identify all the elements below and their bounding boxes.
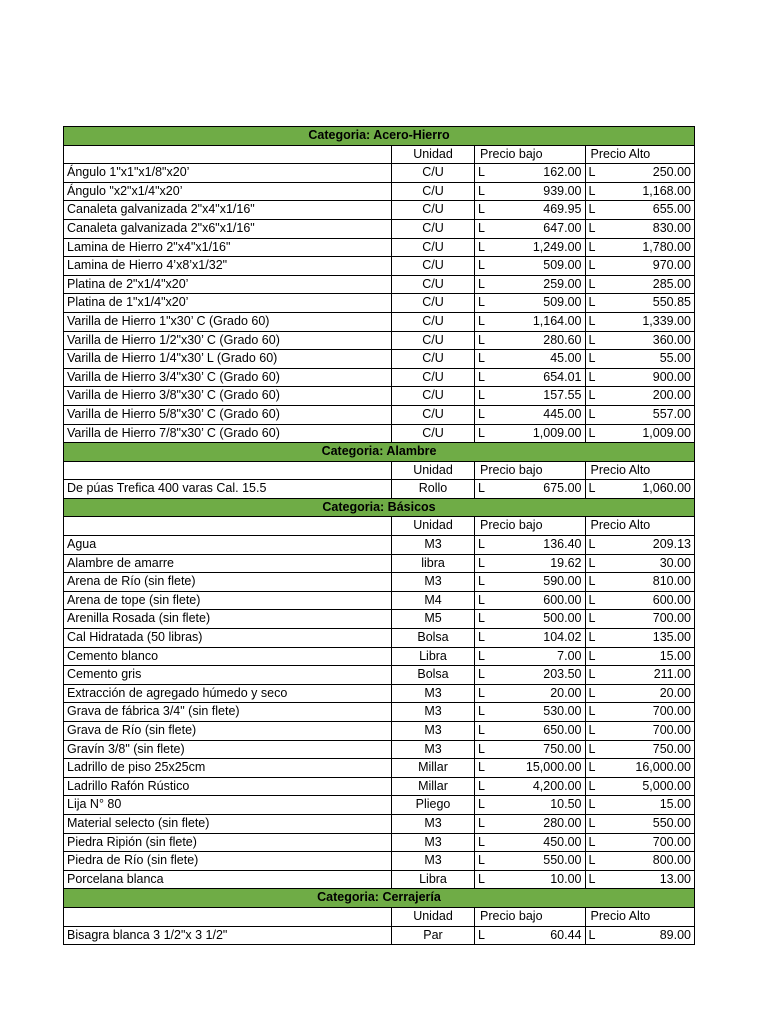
high-price-value: 360.00 bbox=[604, 331, 695, 350]
column-header-low-price: Precio bajo bbox=[475, 517, 586, 536]
currency-symbol: L bbox=[475, 405, 494, 424]
material-name: Piedra Ripión (sin flete) bbox=[64, 833, 392, 852]
unit-cell: C/U bbox=[392, 238, 475, 257]
column-header-blank bbox=[64, 145, 392, 164]
table-row bbox=[64, 164, 695, 183]
high-price-value: 211.00 bbox=[604, 666, 695, 685]
table-row bbox=[64, 833, 695, 852]
high-price-value: 30.00 bbox=[604, 554, 695, 573]
category-title: Categoria: Básicos bbox=[64, 498, 695, 517]
table-row bbox=[64, 554, 695, 573]
table-row bbox=[64, 238, 695, 257]
table-row bbox=[64, 629, 695, 648]
low-price-value: 1,249.00 bbox=[493, 238, 585, 257]
high-price-value: 700.00 bbox=[604, 722, 695, 741]
category-title: Categoria: Alambre bbox=[64, 443, 695, 462]
high-price-value: 550.00 bbox=[604, 814, 695, 833]
currency-symbol: L bbox=[585, 536, 604, 555]
high-price-value: 1,009.00 bbox=[604, 424, 695, 443]
unit-cell: M3 bbox=[392, 573, 475, 592]
currency-symbol: L bbox=[475, 629, 494, 648]
low-price-value: 45.00 bbox=[493, 350, 585, 369]
unit-cell: M3 bbox=[392, 833, 475, 852]
currency-symbol: L bbox=[475, 219, 494, 238]
low-price-value: 1,009.00 bbox=[493, 424, 585, 443]
price-table-body bbox=[64, 127, 695, 945]
currency-symbol: L bbox=[585, 629, 604, 648]
unit-cell: M5 bbox=[392, 610, 475, 629]
currency-symbol: L bbox=[475, 350, 494, 369]
high-price-value: 200.00 bbox=[604, 387, 695, 406]
table-row bbox=[64, 331, 695, 350]
currency-symbol: L bbox=[475, 833, 494, 852]
category-header bbox=[64, 443, 695, 462]
currency-symbol: L bbox=[475, 814, 494, 833]
unit-cell: C/U bbox=[392, 164, 475, 183]
column-header-high-price: Precio Alto bbox=[585, 461, 695, 480]
material-name: Piedra de Río (sin flete) bbox=[64, 852, 392, 871]
column-header-high-price: Precio Alto bbox=[585, 145, 695, 164]
currency-symbol: L bbox=[585, 759, 604, 778]
table-row bbox=[64, 257, 695, 276]
low-price-value: 136.40 bbox=[493, 536, 585, 555]
material-name: Gravín 3/8" (sin flete) bbox=[64, 740, 392, 759]
low-price-value: 675.00 bbox=[493, 480, 585, 499]
material-name: Lija N° 80 bbox=[64, 796, 392, 815]
table-row bbox=[64, 350, 695, 369]
unit-cell: Par bbox=[392, 926, 475, 945]
low-price-value: 1,164.00 bbox=[493, 312, 585, 331]
column-header-low-price: Precio bajo bbox=[475, 145, 586, 164]
low-price-value: 469.95 bbox=[493, 201, 585, 220]
high-price-value: 285.00 bbox=[604, 275, 695, 294]
currency-symbol: L bbox=[475, 480, 494, 499]
low-price-value: 60.44 bbox=[493, 926, 585, 945]
table-row bbox=[64, 424, 695, 443]
currency-symbol: L bbox=[585, 405, 604, 424]
price-sheet bbox=[63, 126, 695, 945]
low-price-value: 500.00 bbox=[493, 610, 585, 629]
low-price-value: 20.00 bbox=[493, 684, 585, 703]
material-name: Ángulo 1"x1"x1/8"x20’ bbox=[64, 164, 392, 183]
unit-cell: Bolsa bbox=[392, 629, 475, 648]
currency-symbol: L bbox=[475, 610, 494, 629]
currency-symbol: L bbox=[585, 257, 604, 276]
material-name: Varilla de Hierro 1"x30’ C (Grado 60) bbox=[64, 312, 392, 331]
currency-symbol: L bbox=[475, 536, 494, 555]
material-name: Arenilla Rosada (sin flete) bbox=[64, 610, 392, 629]
currency-symbol: L bbox=[585, 573, 604, 592]
unit-cell: M3 bbox=[392, 703, 475, 722]
currency-symbol: L bbox=[585, 219, 604, 238]
currency-symbol: L bbox=[475, 870, 494, 889]
currency-symbol: L bbox=[585, 684, 604, 703]
currency-symbol: L bbox=[585, 852, 604, 871]
high-price-value: 700.00 bbox=[604, 703, 695, 722]
column-header-row bbox=[64, 145, 695, 164]
column-header-row bbox=[64, 907, 695, 926]
column-header-unit: Unidad bbox=[392, 517, 475, 536]
low-price-value: 450.00 bbox=[493, 833, 585, 852]
high-price-value: 20.00 bbox=[604, 684, 695, 703]
unit-cell: C/U bbox=[392, 368, 475, 387]
low-price-value: 445.00 bbox=[493, 405, 585, 424]
unit-cell: Rollo bbox=[392, 480, 475, 499]
unit-cell: C/U bbox=[392, 405, 475, 424]
low-price-value: 162.00 bbox=[493, 164, 585, 183]
currency-symbol: L bbox=[475, 312, 494, 331]
unit-cell: Millar bbox=[392, 759, 475, 778]
currency-symbol: L bbox=[475, 331, 494, 350]
high-price-value: 16,000.00 bbox=[604, 759, 695, 778]
low-price-value: 509.00 bbox=[493, 257, 585, 276]
high-price-value: 89.00 bbox=[604, 926, 695, 945]
material-name: Ángulo "x2"x1/4"x20’ bbox=[64, 182, 392, 201]
high-price-value: 5,000.00 bbox=[604, 777, 695, 796]
currency-symbol: L bbox=[475, 554, 494, 573]
unit-cell: M3 bbox=[392, 852, 475, 871]
currency-symbol: L bbox=[585, 833, 604, 852]
material-name: Canaleta galvanizada 2"x6"x1/16" bbox=[64, 219, 392, 238]
currency-symbol: L bbox=[585, 777, 604, 796]
currency-symbol: L bbox=[585, 275, 604, 294]
currency-symbol: L bbox=[585, 238, 604, 257]
currency-symbol: L bbox=[475, 387, 494, 406]
column-header-blank bbox=[64, 461, 392, 480]
currency-symbol: L bbox=[585, 666, 604, 685]
material-name: Varilla de Hierro 1/4"x30’ L (Grado 60) bbox=[64, 350, 392, 369]
currency-symbol: L bbox=[475, 777, 494, 796]
table-row bbox=[64, 852, 695, 871]
table-row bbox=[64, 405, 695, 424]
unit-cell: M4 bbox=[392, 591, 475, 610]
table-row bbox=[64, 740, 695, 759]
material-name: Agua bbox=[64, 536, 392, 555]
high-price-value: 600.00 bbox=[604, 591, 695, 610]
table-row bbox=[64, 219, 695, 238]
table-row bbox=[64, 684, 695, 703]
high-price-value: 15.00 bbox=[604, 647, 695, 666]
material-name: Cemento blanco bbox=[64, 647, 392, 666]
table-row bbox=[64, 647, 695, 666]
unit-cell: C/U bbox=[392, 275, 475, 294]
high-price-value: 209.13 bbox=[604, 536, 695, 555]
currency-symbol: L bbox=[475, 722, 494, 741]
high-price-value: 1,168.00 bbox=[604, 182, 695, 201]
currency-symbol: L bbox=[585, 164, 604, 183]
low-price-value: 590.00 bbox=[493, 573, 585, 592]
unit-cell: C/U bbox=[392, 257, 475, 276]
unit-cell: Pliego bbox=[392, 796, 475, 815]
currency-symbol: L bbox=[585, 387, 604, 406]
table-row bbox=[64, 870, 695, 889]
currency-symbol: L bbox=[585, 368, 604, 387]
category-title: Categoria: Acero-Hierro bbox=[64, 127, 695, 146]
currency-symbol: L bbox=[475, 164, 494, 183]
material-name: Cemento gris bbox=[64, 666, 392, 685]
low-price-value: 654.01 bbox=[493, 368, 585, 387]
table-row bbox=[64, 796, 695, 815]
unit-cell: C/U bbox=[392, 312, 475, 331]
table-row bbox=[64, 591, 695, 610]
low-price-value: 259.00 bbox=[493, 275, 585, 294]
table-row bbox=[64, 387, 695, 406]
table-row bbox=[64, 182, 695, 201]
material-name: Platina de 1"x1/4"x20’ bbox=[64, 294, 392, 313]
table-row bbox=[64, 201, 695, 220]
column-header-high-price: Precio Alto bbox=[585, 517, 695, 536]
high-price-value: 250.00 bbox=[604, 164, 695, 183]
low-price-value: 280.60 bbox=[493, 331, 585, 350]
column-header-unit: Unidad bbox=[392, 461, 475, 480]
unit-cell: M3 bbox=[392, 722, 475, 741]
low-price-value: 650.00 bbox=[493, 722, 585, 741]
currency-symbol: L bbox=[585, 796, 604, 815]
unit-cell: C/U bbox=[392, 201, 475, 220]
unit-cell: M3 bbox=[392, 536, 475, 555]
category-header bbox=[64, 498, 695, 517]
currency-symbol: L bbox=[475, 740, 494, 759]
material-name: Varilla de Hierro 3/8"x30’ C (Grado 60) bbox=[64, 387, 392, 406]
material-name: Alambre de amarre bbox=[64, 554, 392, 573]
currency-symbol: L bbox=[475, 666, 494, 685]
high-price-value: 1,339.00 bbox=[604, 312, 695, 331]
currency-symbol: L bbox=[585, 294, 604, 313]
unit-cell: C/U bbox=[392, 182, 475, 201]
unit-cell: C/U bbox=[392, 424, 475, 443]
currency-symbol: L bbox=[475, 759, 494, 778]
currency-symbol: L bbox=[585, 554, 604, 573]
table-row bbox=[64, 610, 695, 629]
table-row bbox=[64, 480, 695, 499]
material-name: Platina de 2"x1/4"x20’ bbox=[64, 275, 392, 294]
table-row bbox=[64, 294, 695, 313]
low-price-value: 10.50 bbox=[493, 796, 585, 815]
currency-symbol: L bbox=[585, 424, 604, 443]
currency-symbol: L bbox=[475, 647, 494, 666]
material-name: Grava de fábrica 3/4" (sin flete) bbox=[64, 703, 392, 722]
currency-symbol: L bbox=[585, 647, 604, 666]
currency-symbol: L bbox=[475, 294, 494, 313]
column-header-high-price: Precio Alto bbox=[585, 907, 695, 926]
currency-symbol: L bbox=[475, 201, 494, 220]
material-name: Bisagra blanca 3 1/2"x 3 1/2" bbox=[64, 926, 392, 945]
low-price-value: 550.00 bbox=[493, 852, 585, 871]
currency-symbol: L bbox=[475, 573, 494, 592]
table-row bbox=[64, 666, 695, 685]
unit-cell: C/U bbox=[392, 387, 475, 406]
low-price-value: 19.62 bbox=[493, 554, 585, 573]
unit-cell: Libra bbox=[392, 647, 475, 666]
currency-symbol: L bbox=[585, 591, 604, 610]
table-row bbox=[64, 703, 695, 722]
column-header-row bbox=[64, 517, 695, 536]
table-row bbox=[64, 777, 695, 796]
material-name: Ladrillo Rafón Rústico bbox=[64, 777, 392, 796]
currency-symbol: L bbox=[585, 182, 604, 201]
currency-symbol: L bbox=[475, 368, 494, 387]
currency-symbol: L bbox=[585, 350, 604, 369]
low-price-value: 600.00 bbox=[493, 591, 585, 610]
high-price-value: 970.00 bbox=[604, 257, 695, 276]
currency-symbol: L bbox=[585, 610, 604, 629]
material-name: Extracción de agregado húmedo y seco bbox=[64, 684, 392, 703]
unit-cell: libra bbox=[392, 554, 475, 573]
currency-symbol: L bbox=[475, 926, 494, 945]
unit-cell: Libra bbox=[392, 870, 475, 889]
currency-symbol: L bbox=[585, 740, 604, 759]
unit-cell: C/U bbox=[392, 219, 475, 238]
material-name: Arena de Río (sin flete) bbox=[64, 573, 392, 592]
high-price-value: 810.00 bbox=[604, 573, 695, 592]
high-price-value: 557.00 bbox=[604, 405, 695, 424]
category-header bbox=[64, 127, 695, 146]
table-row bbox=[64, 722, 695, 741]
table-row bbox=[64, 573, 695, 592]
column-header-row bbox=[64, 461, 695, 480]
low-price-value: 647.00 bbox=[493, 219, 585, 238]
high-price-value: 655.00 bbox=[604, 201, 695, 220]
currency-symbol: L bbox=[475, 257, 494, 276]
high-price-value: 830.00 bbox=[604, 219, 695, 238]
currency-symbol: L bbox=[585, 926, 604, 945]
material-name: Material selecto (sin flete) bbox=[64, 814, 392, 833]
material-name: De púas Trefica 400 varas Cal. 15.5 bbox=[64, 480, 392, 499]
price-table bbox=[63, 126, 695, 945]
high-price-value: 1,060.00 bbox=[604, 480, 695, 499]
low-price-value: 10.00 bbox=[493, 870, 585, 889]
low-price-value: 530.00 bbox=[493, 703, 585, 722]
material-name: Arena de tope (sin flete) bbox=[64, 591, 392, 610]
unit-cell: Bolsa bbox=[392, 666, 475, 685]
unit-cell: M3 bbox=[392, 814, 475, 833]
material-name: Cal Hidratada (50 libras) bbox=[64, 629, 392, 648]
material-name: Varilla de Hierro 1/2"x30’ C (Grado 60) bbox=[64, 331, 392, 350]
material-name: Lamina de Hierro 4’x8’x1/32" bbox=[64, 257, 392, 276]
high-price-value: 750.00 bbox=[604, 740, 695, 759]
currency-symbol: L bbox=[585, 480, 604, 499]
table-row bbox=[64, 368, 695, 387]
column-header-unit: Unidad bbox=[392, 907, 475, 926]
low-price-value: 157.55 bbox=[493, 387, 585, 406]
material-name: Varilla de Hierro 7/8"x30’ C (Grado 60) bbox=[64, 424, 392, 443]
low-price-value: 15,000.00 bbox=[493, 759, 585, 778]
high-price-value: 13.00 bbox=[604, 870, 695, 889]
column-header-blank bbox=[64, 517, 392, 536]
currency-symbol: L bbox=[585, 201, 604, 220]
table-row bbox=[64, 926, 695, 945]
unit-cell: C/U bbox=[392, 331, 475, 350]
low-price-value: 203.50 bbox=[493, 666, 585, 685]
currency-symbol: L bbox=[585, 312, 604, 331]
column-header-low-price: Precio bajo bbox=[475, 907, 586, 926]
material-name: Canaleta galvanizada 2"x4"x1/16" bbox=[64, 201, 392, 220]
currency-symbol: L bbox=[585, 703, 604, 722]
category-header bbox=[64, 889, 695, 908]
currency-symbol: L bbox=[475, 703, 494, 722]
currency-symbol: L bbox=[585, 814, 604, 833]
currency-symbol: L bbox=[585, 331, 604, 350]
column-header-blank bbox=[64, 907, 392, 926]
low-price-value: 939.00 bbox=[493, 182, 585, 201]
currency-symbol: L bbox=[475, 424, 494, 443]
currency-symbol: L bbox=[475, 684, 494, 703]
column-header-low-price: Precio bajo bbox=[475, 461, 586, 480]
high-price-value: 700.00 bbox=[604, 610, 695, 629]
material-name: Grava de Río (sin flete) bbox=[64, 722, 392, 741]
high-price-value: 700.00 bbox=[604, 833, 695, 852]
high-price-value: 55.00 bbox=[604, 350, 695, 369]
material-name: Varilla de Hierro 3/4"x30’ C (Grado 60) bbox=[64, 368, 392, 387]
currency-symbol: L bbox=[475, 796, 494, 815]
high-price-value: 15.00 bbox=[604, 796, 695, 815]
currency-symbol: L bbox=[585, 722, 604, 741]
high-price-value: 800.00 bbox=[604, 852, 695, 871]
unit-cell: C/U bbox=[392, 350, 475, 369]
material-name: Varilla de Hierro 5/8"x30’ C (Grado 60) bbox=[64, 405, 392, 424]
table-row bbox=[64, 312, 695, 331]
high-price-value: 135.00 bbox=[604, 629, 695, 648]
table-row bbox=[64, 759, 695, 778]
low-price-value: 104.02 bbox=[493, 629, 585, 648]
table-row bbox=[64, 814, 695, 833]
material-name: Porcelana blanca bbox=[64, 870, 392, 889]
high-price-value: 550.85 bbox=[604, 294, 695, 313]
currency-symbol: L bbox=[475, 852, 494, 871]
unit-cell: M3 bbox=[392, 740, 475, 759]
table-row bbox=[64, 275, 695, 294]
high-price-value: 900.00 bbox=[604, 368, 695, 387]
currency-symbol: L bbox=[475, 182, 494, 201]
currency-symbol: L bbox=[585, 870, 604, 889]
low-price-value: 509.00 bbox=[493, 294, 585, 313]
low-price-value: 750.00 bbox=[493, 740, 585, 759]
column-header-unit: Unidad bbox=[392, 145, 475, 164]
currency-symbol: L bbox=[475, 238, 494, 257]
table-row bbox=[64, 536, 695, 555]
low-price-value: 4,200.00 bbox=[493, 777, 585, 796]
low-price-value: 7.00 bbox=[493, 647, 585, 666]
unit-cell: M3 bbox=[392, 684, 475, 703]
material-name: Ladrillo de piso 25x25cm bbox=[64, 759, 392, 778]
unit-cell: Millar bbox=[392, 777, 475, 796]
category-title: Categoria: Cerrajería bbox=[64, 889, 695, 908]
unit-cell: C/U bbox=[392, 294, 475, 313]
low-price-value: 280.00 bbox=[493, 814, 585, 833]
currency-symbol: L bbox=[475, 275, 494, 294]
material-name: Lamina de Hierro 2"x4"x1/16" bbox=[64, 238, 392, 257]
currency-symbol: L bbox=[475, 591, 494, 610]
high-price-value: 1,780.00 bbox=[604, 238, 695, 257]
